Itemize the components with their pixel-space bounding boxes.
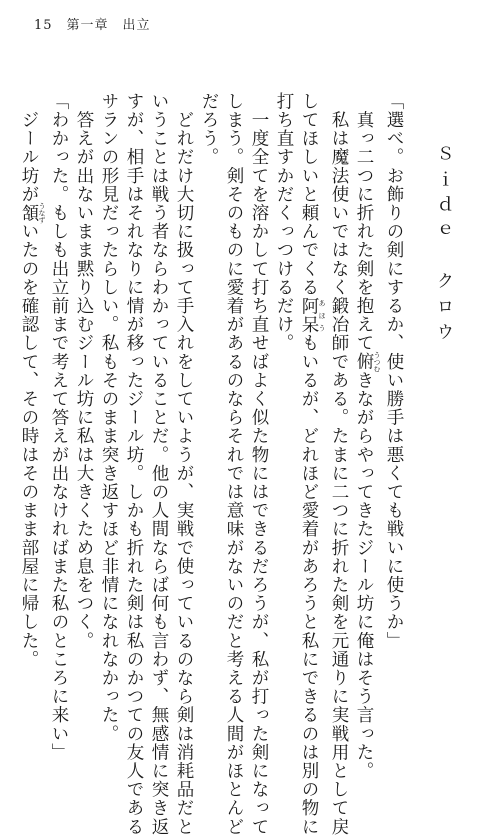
text-line: 一度全てを溶かして打ち直せばよく似た物にはできるだろうが、私が打った剣になって xyxy=(249,92,269,836)
ruby-annotation: 俯 うつむ xyxy=(354,351,381,373)
text-line: 私は魔法使いではなく鍛冶師である。たまに二つに折れた剣を元通りに実戦用として戻 xyxy=(329,92,349,836)
running-header xyxy=(34,14,151,33)
ruby-annotation: 阿呆 あほう xyxy=(299,296,326,334)
text-line: してほしいと頼んでくる阿呆 あほうもいるが、どれほど愛着があろうと私にできるのは別の物に xyxy=(299,92,326,836)
text-line: だろう。 xyxy=(199,92,219,167)
text-line: 答えが出ないまま黙り込むジール坊に私は大きくため息をつく。 xyxy=(74,92,94,650)
chapter-title: 第一章 出立 xyxy=(66,18,151,33)
text-line: 真っ二つに折れた剣を抱えて俯 うつむきながらやってきたジール坊に俺はそう言った。 xyxy=(354,92,381,781)
text-line: いうことは戦う者ならわかっていることだ。他の人間ならば何も言わず、無感情に突き返 xyxy=(149,92,169,836)
text-line: 「選べ。お飾りの剣にするか、使い勝手は悪くても戦いに使うか」 xyxy=(384,92,404,650)
section-title: Ｓｉｄｅ クロウ xyxy=(434,144,454,348)
vertical-body-text xyxy=(19,92,456,836)
text-line: ジール坊が頷 うなずいたのを確認して、その時はそのまま部屋に帰した。 xyxy=(19,92,46,669)
page-number: 15 xyxy=(34,18,53,33)
text-line: すが、相手はそれなりに情が移ったジール坊。しかも折れた剣は私のかつての友人である xyxy=(124,92,144,836)
text-line: どれだけ大切に扱って手入れをしていようが、実戦で使っているのなら剣は消耗品だと xyxy=(174,92,194,836)
text-line: しまう。剣そのものに愛着があるのならそれでは意味がないのだと考える人間がほとんど xyxy=(224,92,244,836)
ruby-annotation: 頷 うなず xyxy=(19,202,46,224)
section-spacer xyxy=(406,92,431,672)
text-line: 打ち直すかだくっつけるだけ。 xyxy=(274,92,294,353)
text-line: 「わかった。もしも出立前まで考えて答えが出なければまた私のところに来い」 xyxy=(49,92,69,762)
text-line: サランの形見だったらしい。私もそのまま突き返すほど非情になれなかった。 xyxy=(99,92,119,743)
